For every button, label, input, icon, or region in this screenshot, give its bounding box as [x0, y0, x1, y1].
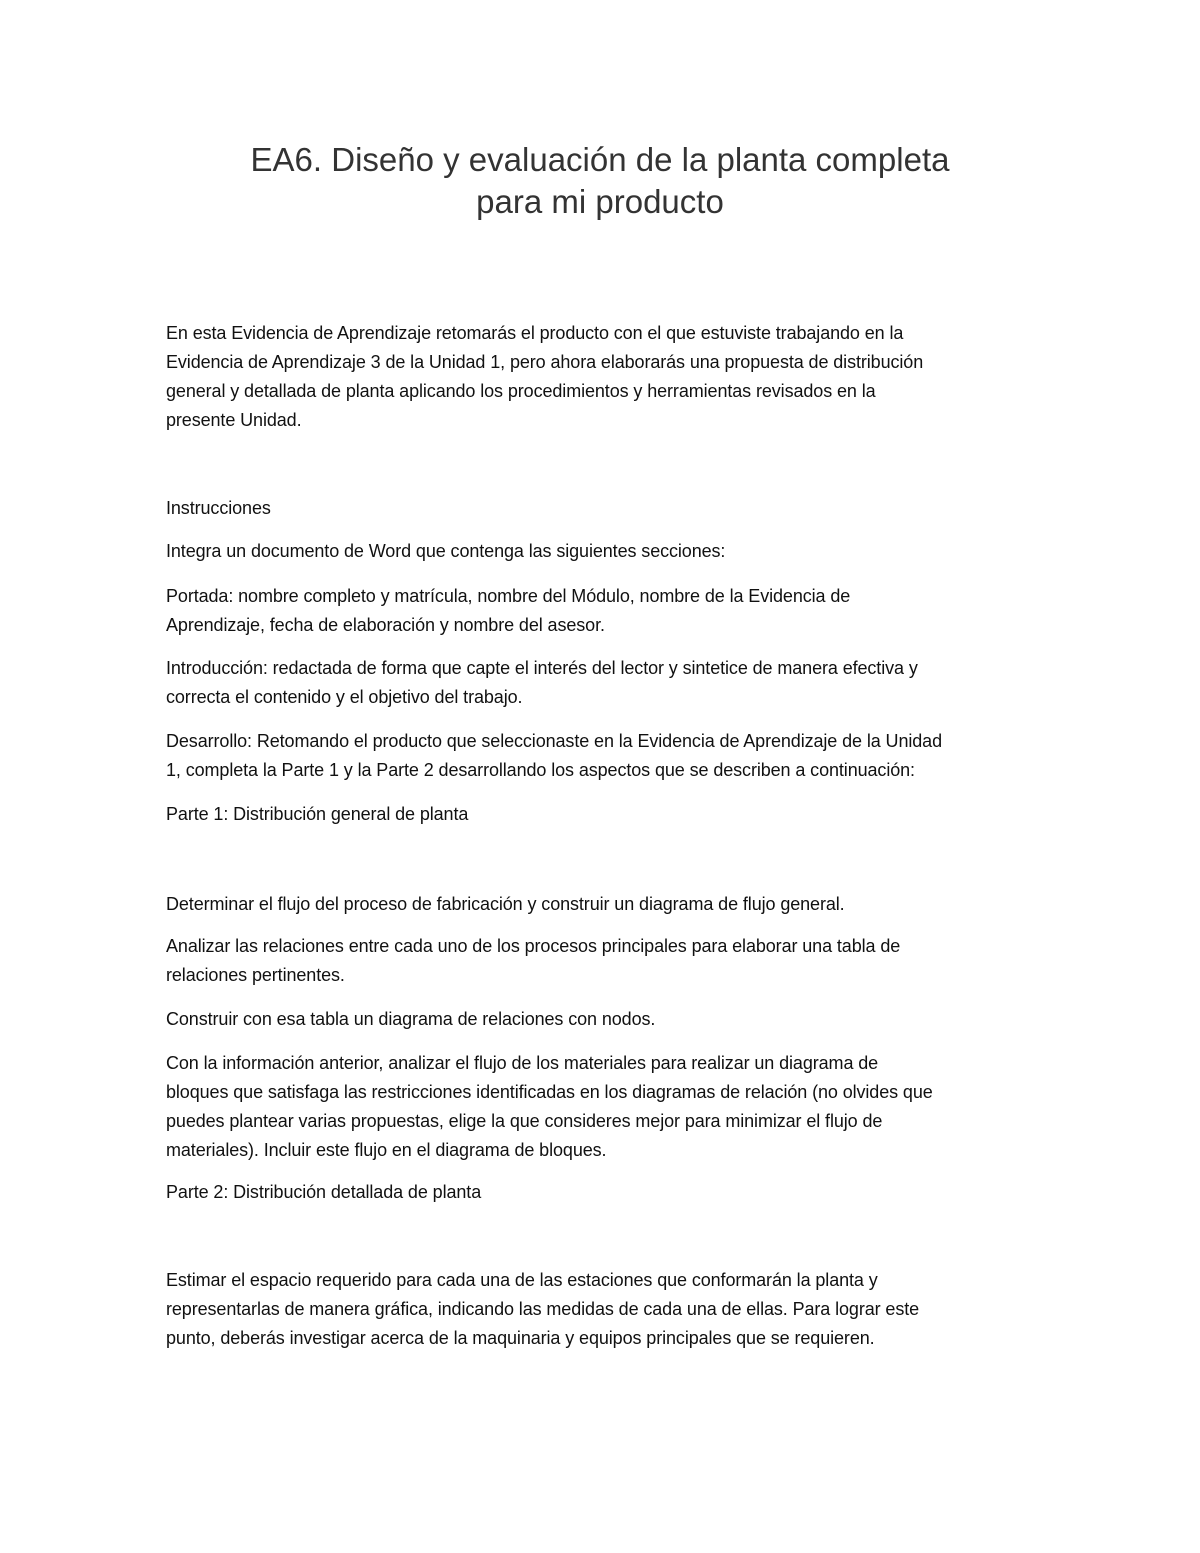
text-line: Aprendizaje, fecha de elaboración y nombre del asesor. [166, 615, 605, 635]
text-line: materiales). Incluir este flujo en el diagrama de bloques. [166, 1140, 607, 1160]
list-item [166, 1005, 655, 1034]
desarrollo-paragraph [166, 727, 942, 785]
text-line: Integra un documento de Word que contenga las siguientes secciones: [166, 541, 726, 561]
text-line: Parte 2: Distribución detallada de planta [166, 1182, 482, 1202]
text-line: Con la información anterior, analizar el flujo de los materiales para realizar un diagrama de [166, 1053, 879, 1073]
text-line: puedes plantear varias propuestas, elige la que consideres mejor para minimizar el flujo de [166, 1111, 883, 1131]
text-line: Evidencia de Aprendizaje 3 de la Unidad 1, pero ahora elaborarás una propuesta de distribución [166, 352, 924, 372]
intro-paragraph [166, 319, 923, 435]
introduccion-paragraph [166, 654, 918, 712]
text-line: Desarrollo: Retomando el producto que seleccionaste en la Evidencia de Aprendizaje de la Unidad [166, 731, 942, 751]
text-line: 1, completa la Parte 1 y la Parte 2 desarrollando los aspectos que se describen a continuación: [166, 760, 915, 780]
parte2-heading [166, 1178, 481, 1207]
text-line: representarlas de manera gráfica, indicando las medidas de cada una de ellas. Para lograr este [166, 1299, 920, 1319]
paragraph [166, 537, 725, 566]
text-line: general y detallada de planta aplicando los procedimientos y herramientas revisados en la [166, 381, 876, 401]
text-line: punto, deberás investigar acerca de la maquinaria y equipos principales que se requieren. [166, 1328, 875, 1348]
title-line: para mi producto [476, 183, 724, 220]
text-line: Instrucciones [166, 498, 271, 518]
instructions-heading [166, 494, 271, 523]
text-line: Parte 1: Distribución general de planta [166, 804, 469, 824]
text-line: Analizar las relaciones entre cada uno de los procesos principales para elaborar una tabla de [166, 936, 901, 956]
portada-paragraph [166, 582, 850, 640]
document-title [0, 139, 1200, 223]
title-line: EA6. Diseño y evaluación de la planta completa [250, 141, 950, 178]
list-item [166, 1266, 919, 1353]
list-item [166, 890, 845, 919]
text-line: correcta el contenido y el objetivo del trabajo. [166, 687, 523, 707]
parte1-heading [166, 800, 468, 829]
text-line: Determinar el flujo del proceso de fabricación y construir un diagrama de flujo general. [166, 894, 845, 914]
list-item [166, 1049, 933, 1165]
text-line: relaciones pertinentes. [166, 965, 345, 985]
text-line: Introducción: redactada de forma que capte el interés del lector y sintetice de manera efectiva y [166, 658, 918, 678]
text-line: Portada: nombre completo y matrícula, nombre del Módulo, nombre de la Evidencia de [166, 586, 851, 606]
text-line: Estimar el espacio requerido para cada una de las estaciones que conformarán la planta y [166, 1270, 878, 1290]
text-line: En esta Evidencia de Aprendizaje retomarás el producto con el que estuviste trabajando en la [166, 323, 904, 343]
list-item [166, 932, 900, 990]
text-line: bloques que satisfaga las restricciones identificadas en los diagramas de relación (no olvides que [166, 1082, 933, 1102]
text-line: presente Unidad. [166, 410, 302, 430]
text-line: Construir con esa tabla un diagrama de relaciones con nodos. [166, 1009, 656, 1029]
